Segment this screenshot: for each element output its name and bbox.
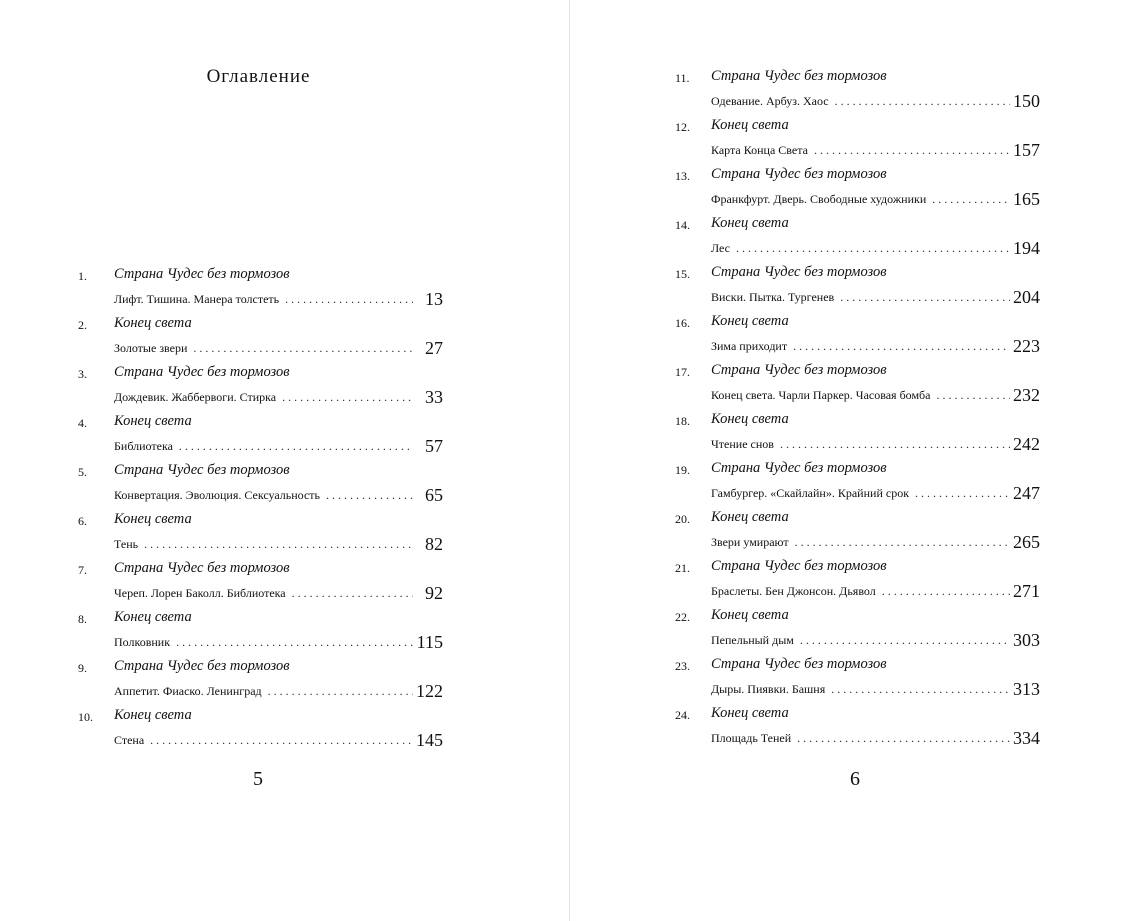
entry-part-title: Конец света [114,413,192,429]
toc-entry[interactable] [675,655,1040,704]
entry-page-number: 122 [416,681,443,701]
dot-leader [793,339,1010,356]
entry-part-title: Конец света [114,609,192,625]
dot-leader [144,537,413,554]
entry-line [114,579,443,603]
entry-number: 14. [675,218,690,232]
dot-leader [831,682,1010,699]
entry-page-number: 223 [1013,336,1040,356]
dot-leader [840,290,1010,307]
entry-page-number: 194 [1013,238,1040,258]
entry-number: 2. [78,318,87,332]
entry-line [711,234,1040,258]
toc-entry[interactable] [675,214,1040,263]
dot-leader [882,584,1010,601]
entry-subtitle: Виски. Пытка. Тургенев [711,290,835,304]
toc-entry[interactable] [675,312,1040,361]
entry-line [711,332,1040,356]
entry-subtitle: Дыры. Пиявки. Башня [711,682,826,696]
entry-part-title: Страна Чудес без тормозов [114,560,290,576]
entry-subtitle: Пепельный дым [711,633,794,647]
entry-page-number: 313 [1013,679,1040,699]
toc-entry[interactable] [675,459,1040,508]
dot-leader [915,486,1010,503]
toc-entry[interactable] [675,361,1040,410]
entry-number: 18. [675,414,690,428]
entry-number: 7. [78,563,87,577]
dot-leader [835,94,1010,111]
entry-subtitle: Звери умирают [711,535,789,549]
entry-page-number: 145 [416,730,443,750]
entry-subtitle: Конвертация. Эволюция. Сексуальность [114,488,321,502]
entry-part-title: Страна Чудес без тормозов [114,462,290,478]
dot-leader [179,439,413,456]
entry-subtitle: Череп. Лорен Баколл. Библиотека [114,586,286,600]
entry-subtitle: Гамбургер. «Скайлайн». Крайний срок [711,486,910,500]
entry-number: 6. [78,514,87,528]
entry-page-number: 242 [1013,434,1040,454]
entry-part-title: Страна Чудес без тормозов [711,264,887,280]
entry-line [711,577,1040,601]
entry-part-title: Конец света [711,705,789,721]
dot-leader [780,437,1010,454]
entry-subtitle: Конец света. Чарли Паркер. Часовая бомба [711,388,931,402]
entry-line [114,432,443,456]
dot-leader [285,292,413,309]
entry-subtitle: Аппетит. Фиаско. Ленинград [114,684,262,698]
toc-list-left [78,265,443,755]
entry-page-number: 204 [1013,287,1040,307]
page-title: Оглавление [206,66,311,87]
entry-subtitle: Лифт. Тишина. Манера толстеть [114,292,280,306]
entry-page-number: 247 [1013,483,1040,503]
entry-line [711,724,1040,748]
toc-entry[interactable] [78,706,443,755]
entry-page-number: 82 [425,534,443,554]
entry-part-title: Конец света [711,313,789,329]
dot-leader [936,388,1010,405]
entry-number: 11. [675,71,690,85]
toc-entry[interactable] [675,263,1040,312]
entry-part-title: Конец света [711,607,789,623]
toc-entry[interactable] [675,606,1040,655]
entry-number: 3. [78,367,87,381]
entry-part-title: Конец света [114,511,192,527]
toc-list-right [675,67,1040,753]
entry-number: 17. [675,365,690,379]
entry-part-title: Страна Чудес без тормозов [114,266,290,282]
entry-page-number: 65 [425,485,443,505]
entry-line [711,283,1040,307]
toc-entry[interactable] [675,67,1040,116]
entry-number: 15. [675,267,690,281]
entry-line [711,675,1040,699]
entry-part-title: Страна Чудес без тормозов [711,166,887,182]
toc-entry[interactable] [78,657,443,706]
toc-entry[interactable] [78,461,443,510]
page-number-right: 6 [850,768,860,790]
entry-part-title: Страна Чудес без тормозов [711,558,887,574]
entry-number: 8. [78,612,87,626]
entry-part-title: Страна Чудес без тормозов [114,658,290,674]
entry-page-number: 265 [1013,532,1040,552]
entry-number: 12. [675,120,690,134]
dot-leader [797,731,1010,748]
entry-page-number: 157 [1013,140,1040,160]
entry-number: 10. [78,710,93,724]
entry-part-title: Конец света [114,707,192,723]
toc-entry[interactable] [675,508,1040,557]
entry-subtitle: Лес [711,241,731,255]
entry-page-number: 150 [1013,91,1040,111]
entry-line [711,626,1040,650]
entry-page-number: 115 [416,632,443,652]
entry-number: 24. [675,708,690,722]
dot-leader [736,241,1010,258]
entry-line [711,479,1040,503]
entry-number: 4. [78,416,87,430]
toc-entry[interactable] [675,557,1040,606]
entry-number: 1. [78,269,87,283]
entry-number: 22. [675,610,690,624]
entry-line [114,383,443,407]
entry-page-number: 334 [1013,728,1040,748]
toc-entry[interactable] [78,608,443,657]
toc-entry[interactable] [675,410,1040,459]
entry-part-title: Страна Чудес без тормозов [711,362,887,378]
dot-leader [150,733,413,750]
entry-subtitle: Стена [114,733,145,747]
entry-line [711,136,1040,160]
entry-page-number: 303 [1013,630,1040,650]
dot-leader [282,390,413,407]
entry-line [711,381,1040,405]
entry-subtitle: Карта Конца Света [711,143,808,157]
entry-line [114,628,443,652]
entry-line [711,430,1040,454]
dot-leader [176,635,413,652]
entry-subtitle: Одевание. Арбуз. Хаос [711,94,829,108]
left-page [0,0,569,921]
entry-part-title: Страна Чудес без тормозов [114,364,290,380]
entry-page-number: 232 [1013,385,1040,405]
entry-line [114,677,443,701]
entry-line [711,528,1040,552]
entry-part-title: Страна Чудес без тормозов [711,68,887,84]
entry-part-title: Страна Чудес без тормозов [711,460,887,476]
entry-subtitle: Полковник [114,635,171,649]
entry-number: 9. [78,661,87,675]
entry-line [711,185,1040,209]
entry-subtitle: Золотые звери [114,341,188,355]
dot-leader [795,535,1010,552]
entry-line [114,726,443,750]
entry-part-title: Конец света [711,215,789,231]
dot-leader [932,192,1010,209]
entry-page-number: 27 [425,338,443,358]
entry-number: 19. [675,463,690,477]
entry-subtitle: Библиотека [114,439,173,453]
toc-entry[interactable] [78,559,443,608]
entry-number: 20. [675,512,690,526]
entry-number: 16. [675,316,690,330]
toc-entry[interactable] [675,704,1040,753]
entry-line [114,285,443,309]
entry-subtitle: Браслеты. Бен Джонсон. Дьявол [711,584,876,598]
entry-page-number: 57 [425,436,443,456]
toc-entry[interactable] [78,510,443,559]
entry-line [114,530,443,554]
entry-part-title: Страна Чудес без тормозов [711,656,887,672]
entry-line [114,481,443,505]
page-number-left: 5 [253,768,263,790]
dot-leader [814,143,1010,160]
entry-number: 21. [675,561,690,575]
entry-part-title: Конец света [711,117,789,133]
dot-leader [268,684,413,701]
entry-subtitle: Зима приходит [711,339,788,353]
toc-entry[interactable] [675,165,1040,214]
toc-entry[interactable] [675,116,1040,165]
entry-part-title: Конец света [711,509,789,525]
entry-page-number: 165 [1013,189,1040,209]
entry-subtitle: Чтение снов [711,437,774,451]
toc-entry[interactable] [78,265,443,314]
entry-part-title: Конец света [711,411,789,427]
entry-page-number: 33 [425,387,443,407]
toc-entry[interactable] [78,412,443,461]
entry-subtitle: Тень [114,537,139,551]
entry-number: 13. [675,169,690,183]
entry-subtitle: Площадь Теней [711,731,792,745]
entry-part-title: Конец света [114,315,192,331]
entry-page-number: 92 [425,583,443,603]
toc-entry[interactable] [78,363,443,412]
entry-line [711,87,1040,111]
entry-number: 23. [675,659,690,673]
dot-leader [193,341,413,358]
entry-number: 5. [78,465,87,479]
toc-entry[interactable] [78,314,443,363]
entry-page-number: 13 [425,289,443,309]
entry-page-number: 271 [1013,581,1040,601]
dot-leader [292,586,413,603]
dot-leader [800,633,1010,650]
entry-subtitle: Франкфурт. Дверь. Свободные художники [711,192,927,206]
dot-leader [326,488,413,505]
entry-line [114,334,443,358]
right-page [570,0,1140,921]
entry-subtitle: Дождевик. Жаббервоги. Стирка [114,390,277,404]
